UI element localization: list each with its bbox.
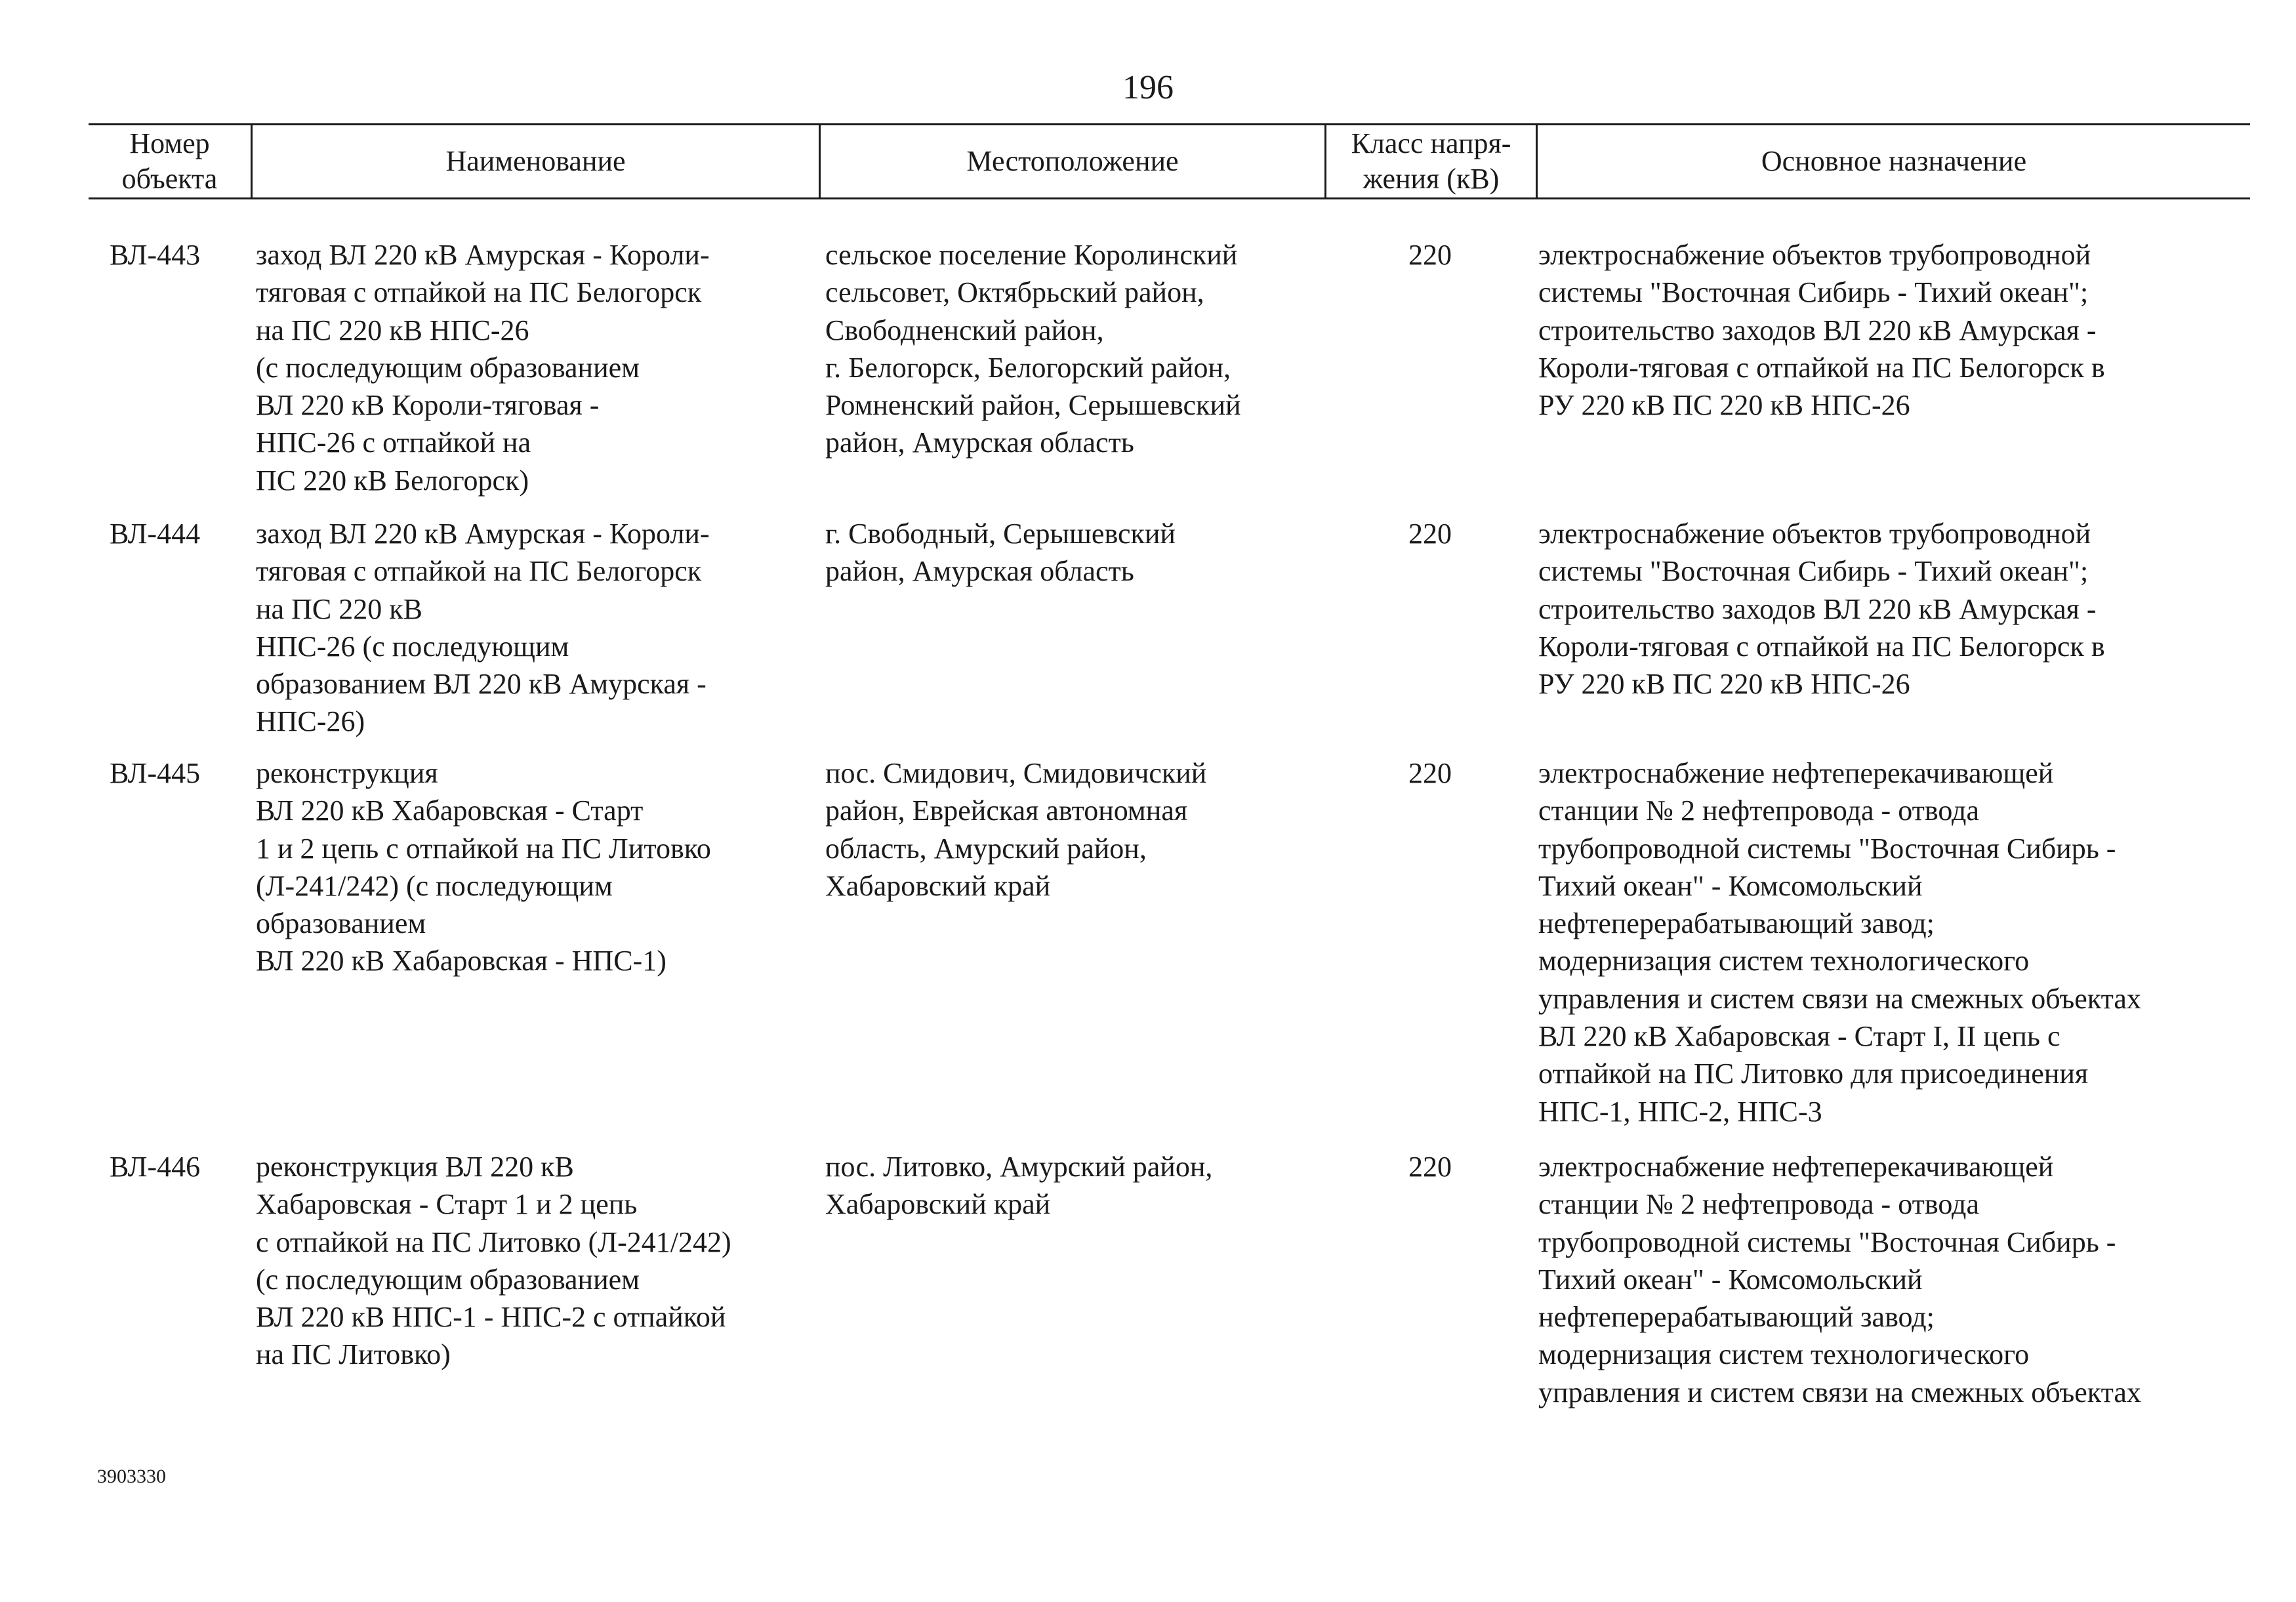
table-header [89, 123, 2250, 199]
row-number: ВЛ-443 [110, 239, 201, 271]
header-name-label: Наименование [445, 145, 626, 178]
header-purpose [1536, 125, 2250, 197]
row-name: заход ВЛ 220 кВ Амурская - Короли- тяговая с отпайкой на ПС Белогорск на ПС 220 кВ НПС-26 (с последующим образованием ВЛ 220 кВ Короли-тяговая - НПС-26 с отпайкой на ПС 220 кВ Белогорск) [256, 239, 710, 497]
row-number: ВЛ-444 [110, 518, 201, 550]
row-purpose: электроснабжение объектов трубопроводной системы "Восточная Сибирь - Тихий океан"; строительство заходов ВЛ 220 кВ Амурская - Короли-тяговая с отпайкой на ПС Белогорск в РУ 220 кВ ПС 220 кВ НПС-26 [1538, 518, 2105, 701]
header-name [251, 125, 819, 197]
row-purpose: электроснабжение нефтеперекачивающей станции № 2 нефтепровода - отвода трубопроводной системы "Восточная Сибирь - Тихий океан" - Комсомольский нефтеперерабатывающий завод; модернизация систем технологического управления и систем связи на смежных объектах ВЛ 220 кВ Хабаровская - Старт I, II цепь с отпайкой на ПС Литовко для присоединения НПС-1, НПС-2, НПС-3 [1538, 757, 2141, 1128]
row-number: ВЛ-446 [110, 1151, 201, 1183]
document-code: 3903330 [97, 1466, 166, 1487]
row-voltage-class: 220 [1408, 518, 1452, 550]
row-voltage-class: 220 [1408, 757, 1452, 789]
row-location: пос. Смидович, Смидовичский район, Еврейская автономная область, Амурский район, Хабаровский край [825, 757, 1207, 902]
row-voltage-class: 220 [1408, 239, 1452, 271]
row-number: ВЛ-445 [110, 757, 201, 789]
header-voltage-class [1324, 125, 1536, 197]
header-voltage-class-label: Класс напря- жения (кВ) [1351, 127, 1511, 195]
row-location: пос. Литовко, Амурский район, Хабаровский край [825, 1151, 1213, 1221]
page-number: 196 [1122, 69, 1174, 106]
row-purpose: электроснабжение объектов трубопроводной системы "Восточная Сибирь - Тихий океан"; строительство заходов ВЛ 220 кВ Амурская - Короли-тяговая с отпайкой на ПС Белогорск в РУ 220 кВ ПС 220 кВ НПС-26 [1538, 239, 2105, 422]
row-name: заход ВЛ 220 кВ Амурская - Короли- тяговая с отпайкой на ПС Белогорск на ПС 220 кВ НПС-26 (с последующим образованием ВЛ 220 кВ Амурская - НПС-26) [256, 518, 710, 738]
header-number [89, 125, 251, 197]
header-number-label: Номер объекта [121, 127, 218, 195]
header-location-label: Местоположение [966, 145, 1179, 178]
row-name: реконструкция ВЛ 220 кВ Хабаровская - Старт 1 и 2 цепь с отпайкой на ПС Литовко (Л-241/242) (с последующим образованием ВЛ 220 кВ НПС-1 - НПС-2 с отпайкой на ПС Литовко) [256, 1151, 731, 1371]
row-location: сельское поселение Королинский сельсовет, Октябрьский район, Свободненский район, г. Белогорск, Белогорский район, Ромненский район, Серышевский район, Амурская область [825, 239, 1241, 459]
header-purpose-label: Основное назначение [1761, 145, 2027, 178]
row-purpose: электроснабжение нефтеперекачивающей станции № 2 нефтепровода - отвода трубопроводной системы "Восточная Сибирь - Тихий океан" - Комсомольский нефтеперерабатывающий завод; модернизация систем технологического управления и систем связи на смежных объектах [1538, 1151, 2141, 1408]
row-name: реконструкция ВЛ 220 кВ Хабаровская - Старт 1 и 2 цепь с отпайкой на ПС Литовко (Л-241/242) (с последующим образованием ВЛ 220 кВ Хабаровская - НПС-1) [256, 757, 711, 977]
row-voltage-class: 220 [1408, 1151, 1452, 1183]
header-location [819, 125, 1324, 197]
row-location: г. Свободный, Серышевский район, Амурская область [825, 518, 1176, 588]
